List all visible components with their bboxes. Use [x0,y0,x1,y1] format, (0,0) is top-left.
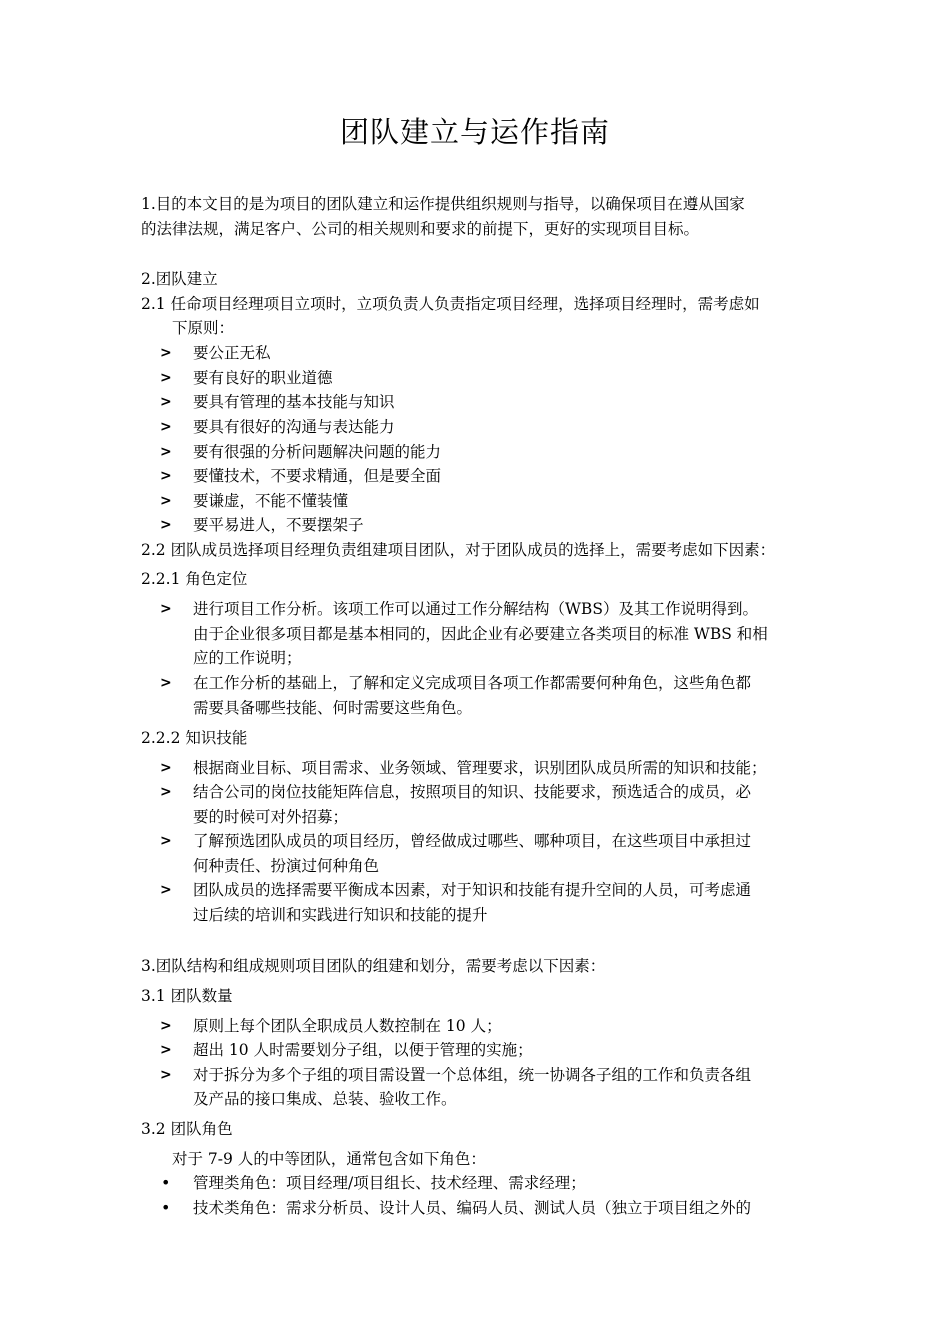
list-marker: > [160,444,172,460]
section-3-heading: 3.团队结构和组成规则项目团队的组建和划分，需要考虑以下因素： [141,957,606,975]
list-marker: • [161,1198,171,1217]
list-marker: > [160,1018,172,1034]
section-3-1-heading: 3.1 团队数量 [141,987,233,1005]
list-item-line: 在工作分析的基础上，了解和定义完成项目各项工作都需要何种角色，这些角色都 [193,674,752,692]
list-item: 要具有管理的基本技能与知识 [193,393,395,411]
purpose-line-1: 1.目的本文目的是为项目的团队建立和运作提供组织规则与指导，以确保项目在遵从国家 [141,195,745,213]
list-item-line: 要的时候可对外招募； [193,808,349,826]
section-3-2-heading: 3.2 团队角色 [141,1120,233,1138]
list-item-line: 原则上每个团队全职成员人数控制在 10 人； [193,1017,502,1035]
list-marker: > [160,784,172,800]
list-marker: > [160,419,172,435]
list-marker: > [160,882,172,898]
list-item: 要懂技术，不要求精通，但是要全面 [193,467,442,485]
list-marker: > [160,468,172,484]
list-item-line: 对于拆分为多个子组的项目需设置一个总体组，统一协调各子组的工作和负责各组 [193,1066,752,1084]
list-item-line: 过后续的培训和实践进行知识和技能的提升 [193,906,488,924]
list-marker: > [160,833,172,849]
list-item: 要平易进人，不要摆架子 [193,516,364,534]
list-marker: > [160,517,172,533]
list-item-line: 由于企业很多项目都是基本相同的，因此企业有必要建立各类项目的标准 WBS 和相 [193,625,768,643]
list-item-line: 应的工作说明； [193,649,302,667]
list-item-line: 进行项目工作分析。该项工作可以通过工作分解结构（WBS）及其工作说明得到。 [193,600,758,618]
list-item: 要谦虚，不能不懂装懂 [193,492,349,510]
list-item: 要有良好的职业道德 [193,369,333,387]
list-marker: > [160,1067,172,1083]
section-2-2-1-heading: 2.2.1 角色定位 [141,570,248,588]
list-marker: > [160,675,172,691]
list-marker: • [161,1173,171,1192]
document-title: 团队建立与运作指南 [339,115,610,149]
list-marker: > [160,370,172,386]
list-marker: > [160,493,172,509]
list-marker: > [160,601,172,617]
list-item-line: 团队成员的选择需要平衡成本因素，对于知识和技能有提升空间的人员，可考虑通 [193,881,752,899]
purpose-line-2: 的法律法规，满足客户、公司的相关规则和要求的前提下，更好的实现项目目标。 [141,220,700,238]
list-item-line: 超出 10 人时需要划分子组，以便于管理的实施； [193,1041,533,1059]
list-item: 要有很强的分析问题解决问题的能力 [193,443,442,461]
list-item-line: 结合公司的岗位技能矩阵信息，按照项目的知识、技能要求，预选适合的成员，必 [193,783,752,801]
section-2-1-line-1: 2.1 任命项目经理项目立项时，立项负责人负责指定项目经理，选择项目经理时，需考虑如 [141,295,760,313]
list-item: 技术类角色：需求分析员、设计人员、编码人员、测试人员（独立于项目组之外的 [193,1199,752,1217]
section-2-2-2-heading: 2.2.2 知识技能 [141,729,248,747]
list-item: 要公正无私 [193,344,271,362]
list-item-line: 何种责任、扮演过何种角色 [193,857,380,875]
list-item-line: 需要具备哪些技能、何时需要这些角色。 [193,699,473,717]
list-marker: > [160,394,172,410]
list-item-line: 了解预选团队成员的项目经历，曾经做成过哪些、哪种项目，在这些项目中承担过 [193,832,752,850]
list-marker: > [160,1042,172,1058]
section-2-2-line: 2.2 团队成员选择项目经理负责组建项目团队，对于团队成员的选择上，需要考虑如下因素： [141,541,776,559]
section-2-1-line-2: 下原则： [172,319,235,337]
list-marker: > [160,760,172,776]
list-item: 管理类角色：项目经理/项目组长、技术经理、需求经理； [193,1174,586,1192]
list-item-line: 及产品的接口集成、总装、验收工作。 [193,1090,457,1108]
section-2-heading: 2.团队建立 [141,270,218,288]
list-item-line: 根据商业目标、项目需求、业务领域、管理要求，识别团队成员所需的知识和技能； [193,759,767,777]
list-marker: > [160,345,172,361]
list-item: 要具有很好的沟通与表达能力 [193,418,395,436]
section-3-2-intro: 对于 7-9 人的中等团队，通常包含如下角色： [172,1150,486,1168]
